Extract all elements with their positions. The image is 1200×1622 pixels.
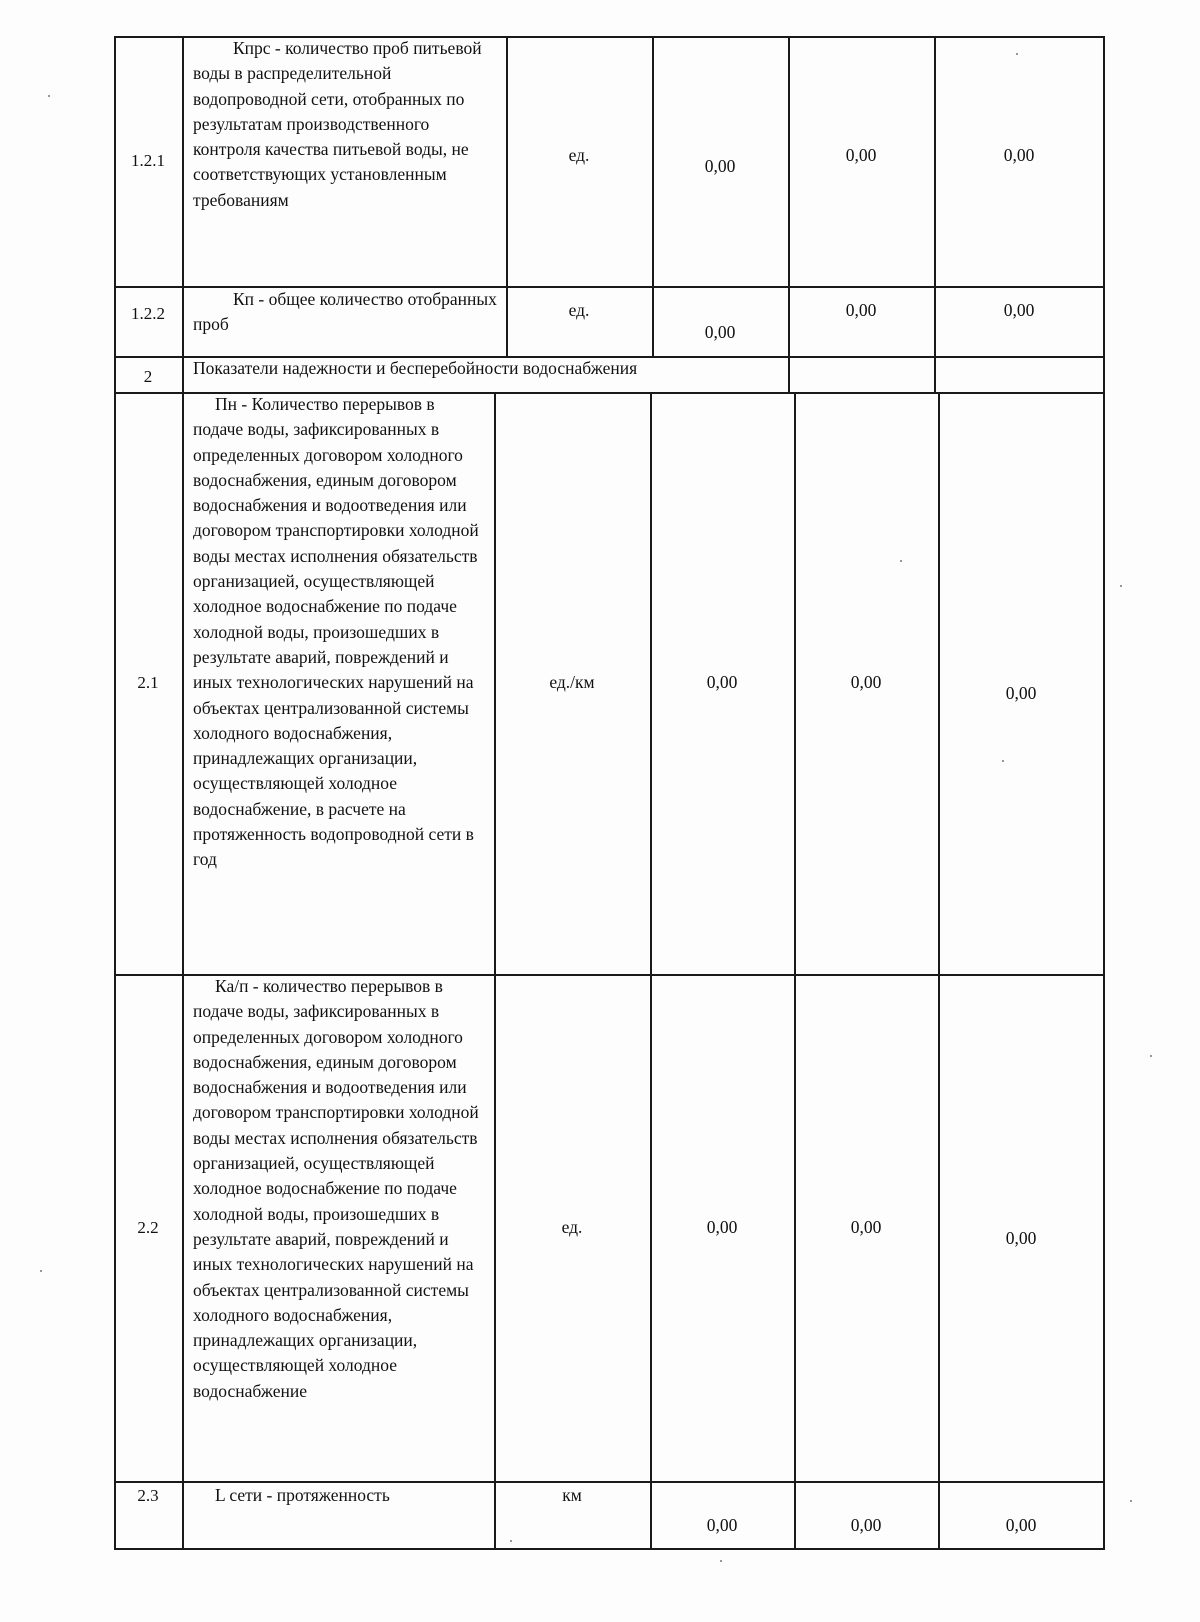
value-cell: 0,00 (706, 1514, 738, 1535)
table-row (114, 974, 1104, 1481)
row-number: 2.3 (137, 1486, 159, 1505)
scan-speck (1120, 585, 1122, 587)
scan-speck (48, 95, 50, 97)
unit-cell: ед. (561, 1216, 583, 1237)
v-rule (794, 392, 796, 1550)
scan-speck (40, 1270, 42, 1272)
value-cell: 0,00 (706, 672, 738, 693)
v-rule (788, 356, 790, 392)
indicator-description: Пн - Количество перерывов в подаче воды, зафиксированных в определенных договором холодного водоснабжения, единым договором водоснабжения и водоотведения или договором транспортировки холодной воды местах исполнения обязательств организацией, осуществляющей холодное водоснабжение по подаче холодной воды, произошедших в результате аварий, повреждений и иных технологических нарушений на объектах централизованной системы холодного водоснабжения, принадлежащих организации, осуществляющей холодное водоснабжение, в расчете на протяженность водопроводной сети в год (193, 394, 479, 870)
scan-speck (1150, 1055, 1152, 1057)
table-row (114, 36, 1104, 286)
value-cell: 0,00 (1005, 1227, 1037, 1248)
value-cell: 0,00 (1005, 683, 1037, 704)
row-number: 1.2.2 (131, 304, 165, 324)
value-cell: 0,00 (845, 300, 877, 321)
value-cell: 0,00 (704, 156, 736, 177)
indicators-table (114, 36, 1104, 1550)
row-number: 2.2 (137, 1217, 159, 1237)
h-rule (114, 392, 1104, 394)
value-cell: 0,00 (704, 322, 736, 343)
row-number: 2.1 (137, 673, 159, 693)
value-cell: 0,00 (850, 1514, 882, 1535)
value-cell: 0,00 (1003, 300, 1035, 321)
v-rule (934, 356, 936, 392)
h-rule (114, 36, 1104, 38)
indicator-description: Кпрс - количество проб питьевой воды в распределительной водопроводной сети, отобранных по результатам производственного контроля качества питьевой воды, не соответствующих установленным требованиям (193, 38, 482, 210)
h-rule (114, 356, 1104, 358)
row-number: 1.2.1 (131, 151, 165, 171)
table-row (114, 1481, 1104, 1548)
value-cell: 0,00 (850, 672, 882, 693)
table-row (114, 392, 1104, 974)
value-cell: 0,00 (1005, 1514, 1037, 1535)
h-rule (114, 286, 1104, 288)
scan-speck (720, 1560, 722, 1562)
scan-speck (1130, 1500, 1132, 1502)
table-row (114, 286, 1104, 356)
indicator-description: Ка/п - количество перерывов в подаче воды, зафиксированных в определенных договором холодного водоснабжения, единым договором водоснабжения и водоотведения или договором транспортировки холодной воды местах исполнения обязательств организацией, осуществляющей холодное водоснабжение по подаче холодной воды, произошедших в результате аварий, повреждений и иных технологических нарушений на объектах централизованной системы холодного водоснабжения, принадлежащих организации, осуществляющей холодное водоснабжение (193, 976, 479, 1401)
value-cell: 0,00 (850, 1216, 882, 1237)
section-row (114, 356, 1104, 392)
v-rule (182, 36, 184, 1550)
h-rule (114, 974, 1104, 976)
unit-cell: ед. (568, 300, 590, 321)
unit-cell: ед./км (549, 672, 595, 693)
v-rule (652, 36, 654, 356)
scan-speck (510, 1540, 512, 1542)
unit-cell: ед. (568, 145, 590, 166)
v-rule (114, 36, 116, 1550)
v-rule (494, 392, 496, 1550)
v-rule (788, 36, 790, 356)
v-rule (1103, 36, 1105, 1550)
scan-speck (900, 560, 902, 562)
value-cell: 0,00 (1003, 145, 1035, 166)
indicator-description: Кп - общее количество отобранных проб (193, 289, 497, 335)
v-rule (938, 392, 940, 1550)
section-title: Показатели надежности и бесперебойности водоснабжения (193, 358, 638, 378)
unit-cell: км (562, 1485, 582, 1505)
scan-speck (1002, 760, 1004, 762)
v-rule (650, 392, 652, 1550)
v-rule (934, 36, 936, 356)
h-rule (114, 1481, 1104, 1483)
value-cell: 0,00 (706, 1216, 738, 1237)
scan-speck (1016, 53, 1018, 55)
section-number: 2 (143, 367, 153, 387)
indicator-description: L сети - протяженность (215, 1485, 390, 1505)
h-rule (114, 1548, 1104, 1550)
value-cell: 0,00 (845, 145, 877, 166)
v-rule (506, 36, 508, 356)
